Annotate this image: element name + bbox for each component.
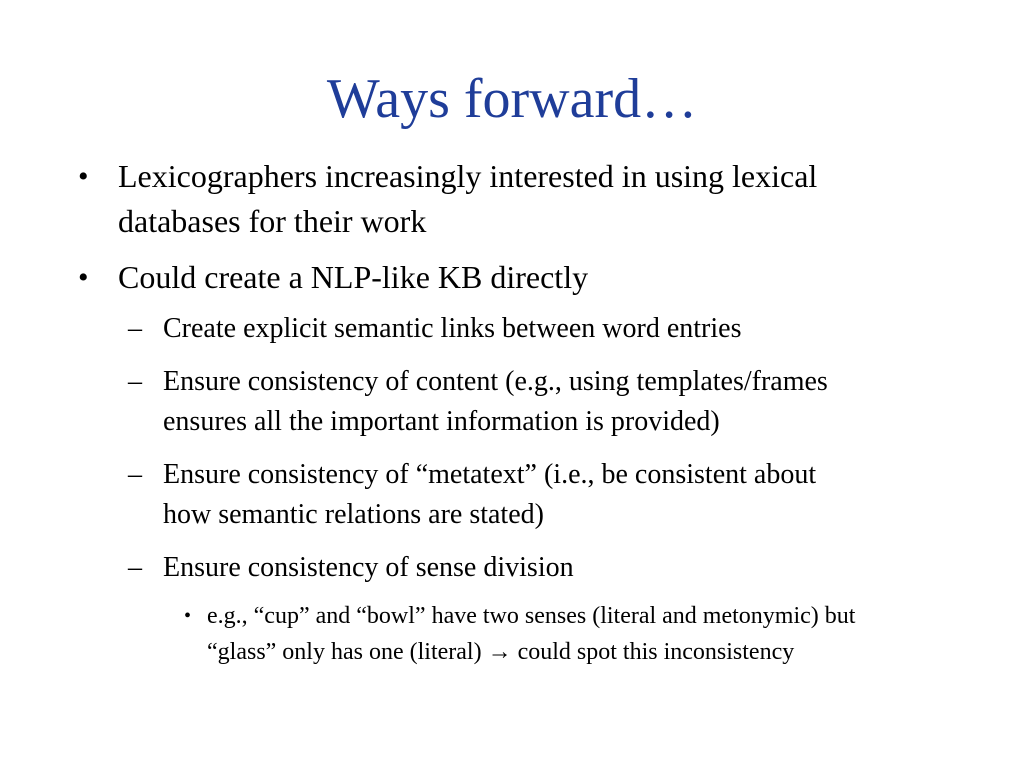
bullet-item (0, 154, 998, 244)
sub-bullet-item (0, 309, 993, 349)
dash-marker: – (128, 459, 142, 490)
sub-bullet-item (0, 455, 993, 535)
sub-bullet-text-line: Create explicit semantic links between word entries (163, 313, 742, 344)
sub-bullet-text-line: Ensure consistency of sense division (163, 552, 574, 583)
sub-bullet-item (0, 548, 993, 588)
sub-sub-bullet-item (0, 598, 997, 670)
dash-marker: – (128, 552, 142, 583)
bullet-text-line: Could create a NLP-like KB directly (118, 259, 589, 295)
bullet-item (0, 255, 998, 300)
bullet-text-line: Lexicographers increasingly interested in using lexical (118, 158, 818, 194)
slide-body (0, 154, 1024, 670)
slide-title: Ways forward… (326, 68, 698, 130)
sub-bullet-text-line: Ensure consistency of content (e.g., using templates/frames (163, 366, 828, 397)
bullet-text-line: databases for their work (118, 203, 427, 239)
sub-bullet-item (0, 362, 993, 442)
sub-bullet-text-line: ensures all the important information is provided) (163, 406, 720, 437)
sub-bullet-text-line: how semantic relations are stated) (163, 499, 544, 530)
bullet-marker: • (184, 605, 192, 627)
dash-marker: – (128, 313, 142, 344)
bullet-marker: • (78, 261, 89, 294)
sub-sub-bullet-text-line: “glass” only has one (literal) → could spot this inconsistency (207, 639, 795, 665)
sub-bullet-text-line: Ensure consistency of “metatext” (i.e., be consistent about (163, 459, 817, 490)
dash-marker: – (128, 366, 142, 397)
sub-sub-bullet-text-line: e.g., “cup” and “bowl” have two senses (literal and metonymic) but (207, 603, 856, 629)
bullet-marker: • (78, 160, 89, 193)
